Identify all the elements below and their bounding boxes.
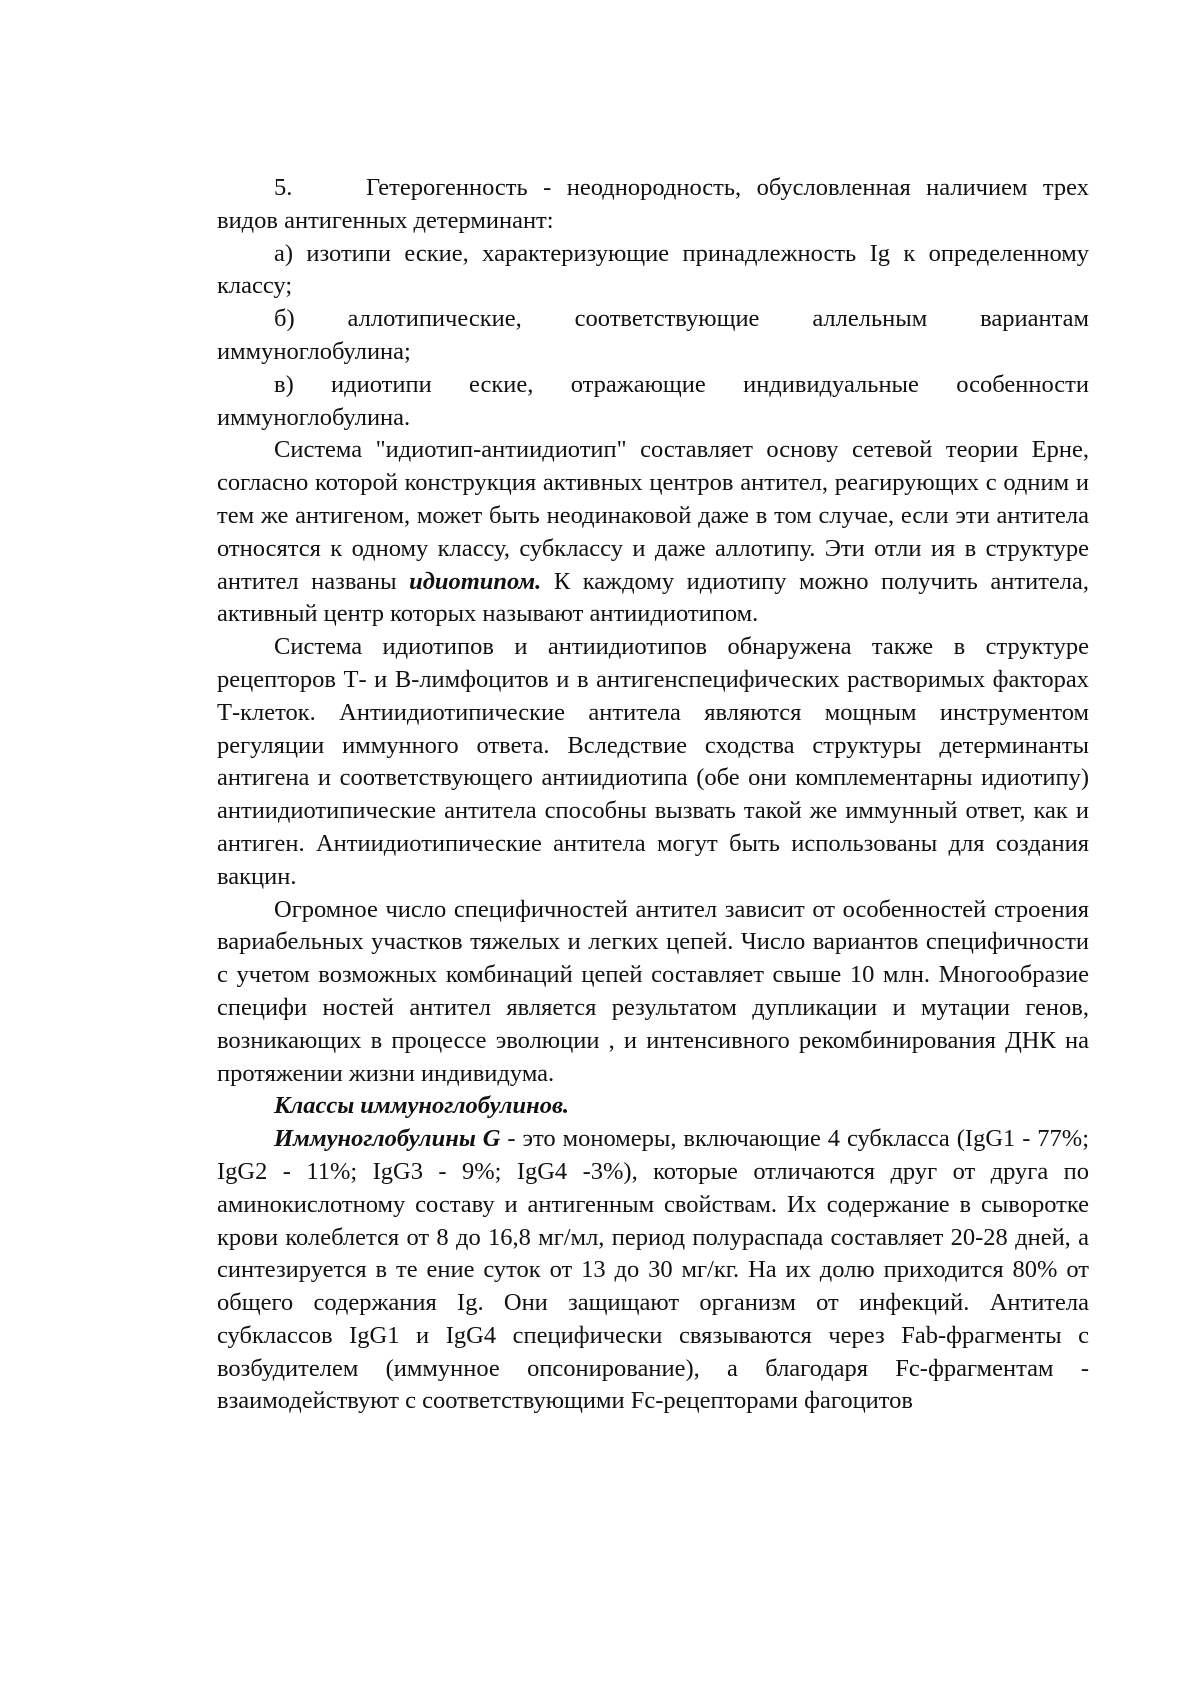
igg-term: Иммуноглобулины G bbox=[274, 1125, 501, 1153]
list-item-idiotypic: в) идиотипи еские, отражающие индивидуальные особенности иммуноглобулина. bbox=[217, 370, 1089, 431]
list-item-isotypic: а) изотипи еские, характеризующие принадлежность Ig к определенному классу; bbox=[217, 239, 1089, 300]
paragraph-item-5 bbox=[217, 172, 1089, 238]
idiotype-text-after: К каждому идиотипу можно получить антитела, активный центр которых называют антиидиотипом. bbox=[217, 567, 1090, 628]
paragraph-specificity: Огромное число специфичностей антител зависит от особенностей строения вариабельных участков тяжелых и легких цепей. Число вариантов специфичности с учетом возможных комбинаций цепей составляет свыше 10 млн. Многообразие специфи ностей антител является результатом дупликации и мутации генов, возникающих в процессе эволюции , и интенсивного рекомбинирования ДНК на протяжении жизни индивидума. bbox=[217, 895, 1089, 1087]
igg-text: - это мономеры, включающие 4 субкласса (IgG1 - 77%; IgG2 - 11%; IgG3 - 9%; IgG4 -3%), которые отличаются друг от друга по аминокислотному составу и антигенным свойствам. Их содержание в сыворотке крови колеблется от 8 до 16,8 мг/мл, период полураспада составляет 20-28 дней, а синтезируется в те ение суток от 13 до 30 мг/кг. На их долю приходится 80% от общего содержания Ig. Они защищают организм от инфекций. Антитела субклассов IgG1 и IgG4 специфически связываются через Fab-фрагменты с возбудителем (иммунное опсонирование), а благодаря Fc-фрагментам - взаимодействуют с соответствующими Fc-рецепторами фагоцитов bbox=[217, 1125, 1090, 1415]
item-number: 5. bbox=[274, 174, 293, 201]
idiotype-text-before: Система "идиотип-антиидиотип" составляет основу сетевой теории Ерне, согласно которой конструкция активных центров антител, реагирующих с одним и тем же антигеном, может быть неодинаковой даже в том случае, если эти антитела относятся к одному классу, субклассу и даже аллотипу. Эти отли ия в структуре антител названы bbox=[217, 436, 1089, 595]
document-page bbox=[217, 172, 1089, 1418]
list-item-allotypic: б) аллотипические, соответствующие аллельным вариантам иммуноглобулина; bbox=[217, 305, 1089, 365]
paragraph-antiidiotype-system: Система идиотипов и антиидиотипов обнаружена также в структуре рецепторов Т- и В-лимфоцитов и в антигенспецифических растворимых факторах Т-клеток. Антиидиотипические антитела являются мощным инструментом регуляции иммунного ответа. Вследствие сходства структуры детерминанты антигена и соответствующего антиидиотипа (обе они комплементарны идиотипу) антиидиотипические антитела способны вызвать такой же иммунный ответ, как и антиген. Антиидиотипические антитела могут быть использованы для создания вакцин. bbox=[217, 633, 1089, 890]
section-heading-classes: Классы иммуноглобулинов. bbox=[274, 1092, 570, 1120]
paragraph-idiotype-system bbox=[217, 434, 1089, 631]
item-5-text: Гетерогенность - неоднородность, обусловленная наличием трех видов антигенных детерминант: bbox=[217, 174, 1089, 234]
idiotype-term: идиотипом. bbox=[409, 567, 542, 595]
paragraph-igg bbox=[217, 1123, 1089, 1418]
